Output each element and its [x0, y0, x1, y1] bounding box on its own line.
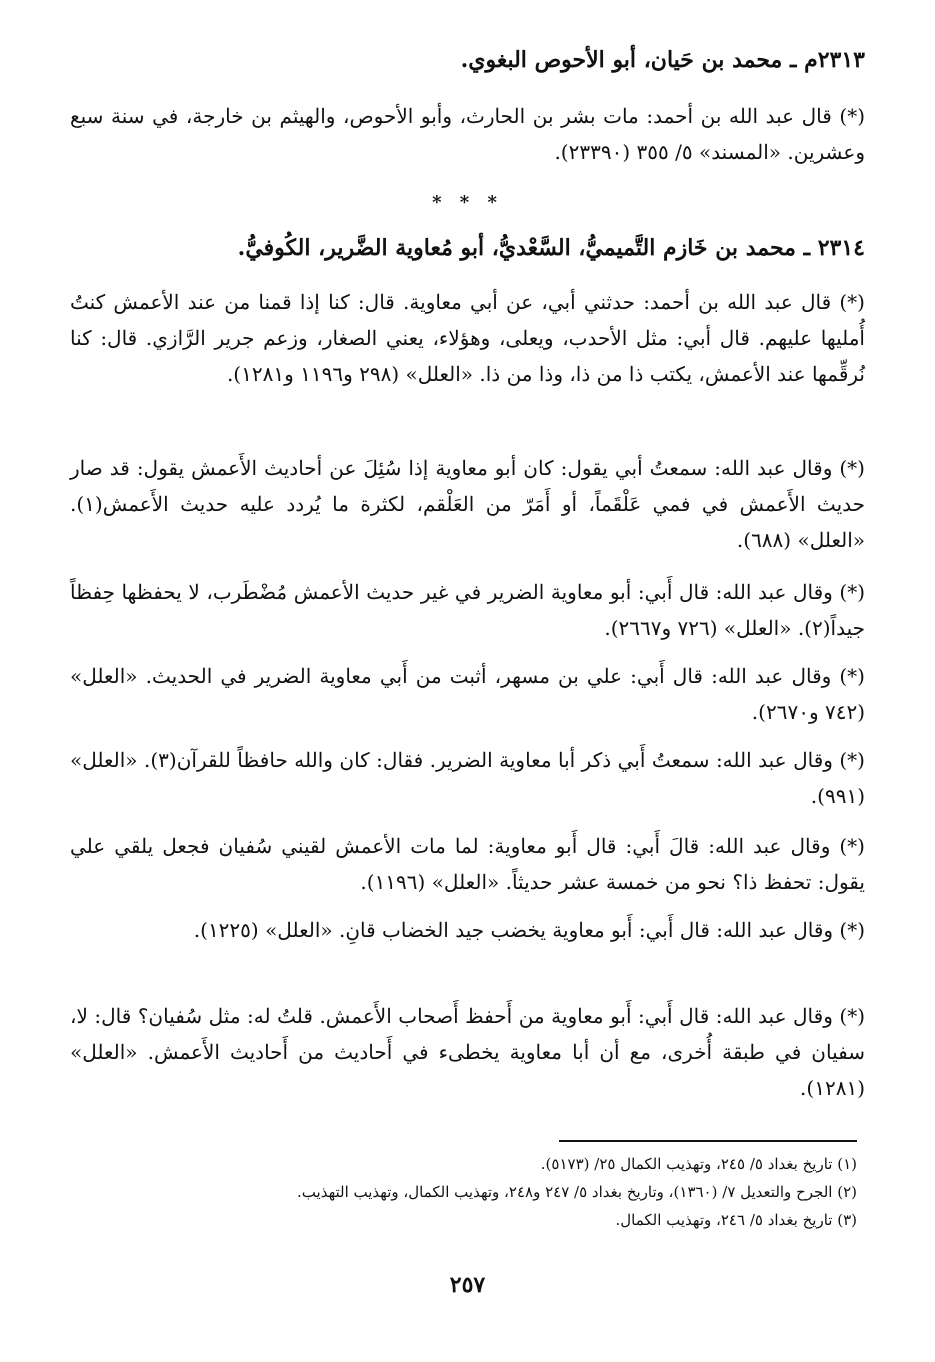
- entry-2314-paragraph-3: [70, 574, 865, 646]
- footnote-1: (١) تاريخ بغداد ٥/ ٢٤٥، وتهذيب الكمال ٢٥/ (٥١٧٣).: [540, 1155, 857, 1173]
- entry-2314-paragraph-4: [70, 658, 865, 730]
- paragraph: (*) قال عبد الله بن أحمد: مات بشر بن الحارث، وأبو الأحوص، والهيثم بن خارجة، في سنة سبع وعشرين. «المسند» ٥/ ٣٥٥ (٢٣٣٩٠).: [70, 104, 865, 164]
- footnote-divider: [559, 1140, 857, 1142]
- entry-2313-body: [70, 98, 865, 170]
- paragraph: (*) قال عبد الله بن أحمد: حدثني أبي، عن أبي معاوية. قال: كنا إذا قمنا من عند الأعمش كنتُ أُمليها عليهم. قال أبي: مثل الأحدب، ويعلى، وهؤلاء، يعني الصغار، وزعم جرير الرَّازي. قال: كنا نُرقِّمها عند الأعمش، يكتب ذا من ذا، وذا من ذا. «العلل» (٢٩٨ و١١٩٦ و١٢٨١).: [70, 290, 865, 386]
- paragraph: (*) وقال عبد الله: سمعتُ أبي يقول: كان أبو معاوية إذا سُئِلَ عن أحاديث الأَعمش يقول: قد صار حديث الأَعمش في فمي عَلْقَماً، أو أَمَرّ من العَلْقم، لكثرة ما يُردد عليه حديث الأَعمش(١). «العلل» (٦٨٨).: [70, 456, 865, 552]
- entry-2314-paragraph-8: [70, 998, 865, 1106]
- footnote-3: (٣) تاريخ بغداد ٥/ ٢٤٦، وتهذيب الكمال.: [615, 1211, 857, 1229]
- entry-2314-paragraph-1: [70, 284, 865, 392]
- footnote-2: (٢) الجرح والتعديل ٧/ (١٣٦٠)، وتاريخ بغداد ٥/ ٢٤٧ و٢٤٨، وتهذيب الكمال، وتهذيب التهذيب.: [297, 1183, 857, 1201]
- entry-2313-heading: ٢٣١٣م ـ محمد بن حَيان، أبو الأحوص البغوي.: [460, 47, 865, 73]
- paragraph: (*) وقال عبد الله: قال أَبي: أَبو معاوية من أَحفظ أَصحاب الأَعمش. قلتُ له: مثل سُفيان؟ قال: لا، سفيان في طبقة أُخرى، مع أن أبا معاوية يخطىء في أَحاديث من أَحاديث الأَعمش. «العلل» (١٢٨١).: [70, 1004, 865, 1100]
- entry-2314-paragraph-7: [70, 912, 865, 948]
- entry-2314-paragraph-5: [70, 742, 865, 814]
- paragraph: (*) وقال عبد الله: قال أَبي: علي بن مسهر، أثبت من أَبي معاوية الضرير في الحديث. «العلل» (٧٤٢ و٢٦٧٠).: [70, 664, 865, 724]
- paragraph: (*) وقال عبد الله: سمعتُ أَبي ذكر أبا معاوية الضرير. فقال: كان والله حافظاً للقرآن(٣). «العلل» (٩٩١).: [70, 748, 865, 808]
- entry-2314-paragraph-2: [70, 450, 865, 558]
- footnotes: [67, 1150, 857, 1234]
- entry-2314-paragraph-6: [70, 828, 865, 900]
- paragraph: (*) وقال عبد الله: قال أَبي: أَبو معاوية يخضب جيد الخضاب قانِ. «العلل» (١٢٢٥).: [193, 918, 865, 942]
- entry-2314-heading: ٢٣١٤ ـ محمد بن خَازم التَّميميُّ، السَّعْديُّ، أبو مُعاوية الضَّرير، الكُوفيُّ.: [237, 235, 865, 261]
- paragraph: (*) وقال عبد الله: قال أَبي: أبو معاوية الضرير في غير حديث الأعمش مُضْطَرب، لا يحفظها حِفظاً جيداً(٢). «العلل» (٧٢٦ و٢٦٦٧).: [70, 580, 865, 640]
- paragraph: (*) وقال عبد الله: قالَ أَبي: قال أَبو معاوية: لما مات الأعمش لقيني سُفيان فجعل يلقي علي يقول: تحفظ ذا؟ نحو من خمسة عشر حديثاً. «العلل» (١١٩٦).: [70, 834, 865, 894]
- page-number: ٢٥٧: [449, 1272, 486, 1298]
- section-separator: * * *: [432, 192, 503, 213]
